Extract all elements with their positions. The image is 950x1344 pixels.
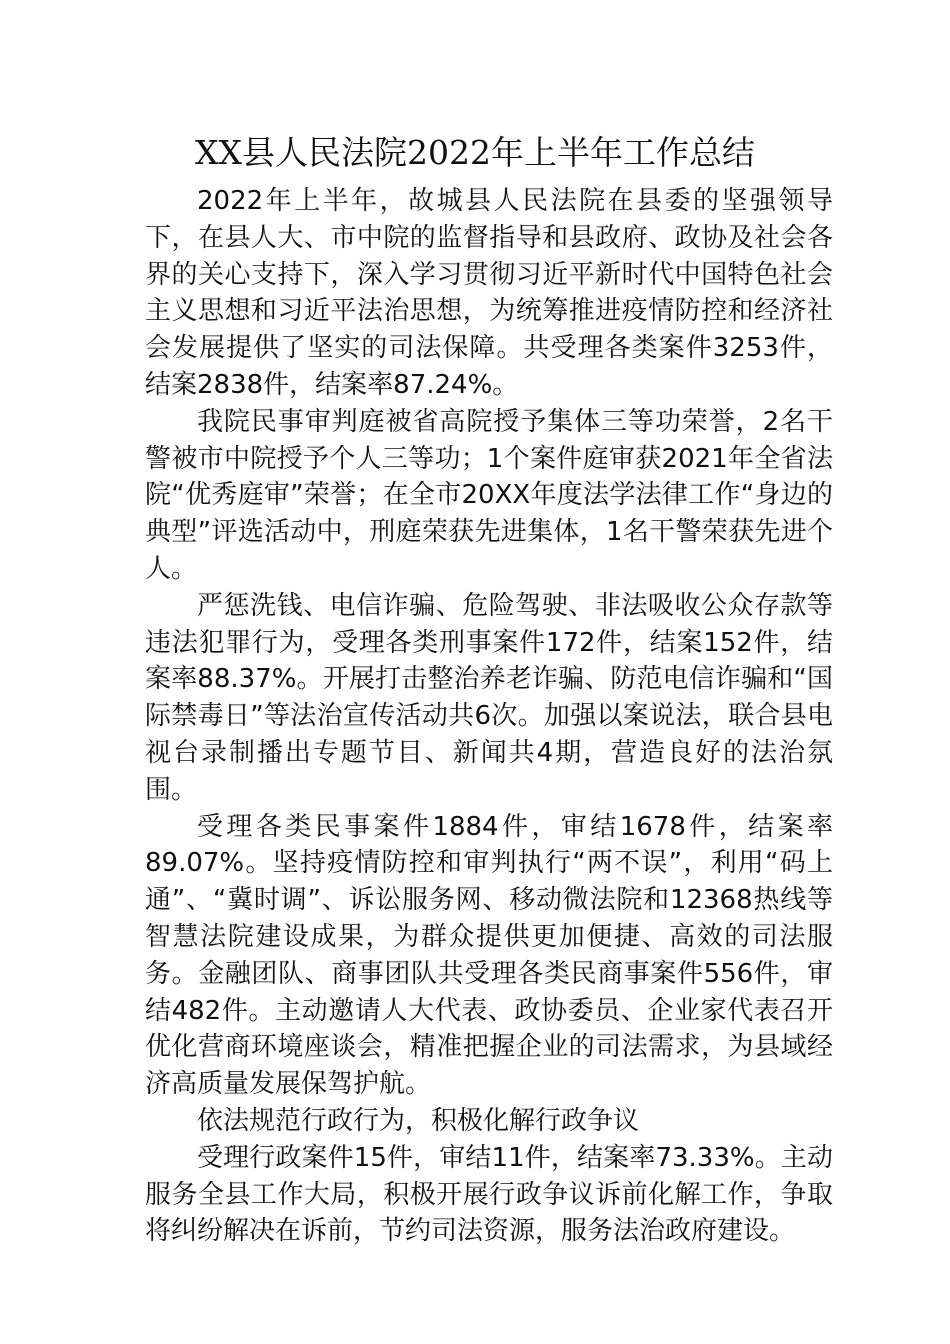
paragraph-honors: 我院民事审判庭被省高院授予集体三等功荣誉，2名干警被市中院授予个人三等功；1个案件庭审获2021年全省法院“优秀庭审”荣誉；在全市20XX年度法学法律工作“身边的典型”评选活动中，刑庭荣获先进集体，1名干警荣获先进个人。 bbox=[145, 406, 833, 584]
paragraph-criminal-cases: 严惩洗钱、电信诈骗、危险驾驶、非法吸收公众存款等违法犯罪行为，受理各类刑事案件172件，结案152件，结案率88.37%。开展打击整治养老诈骗、防范电信诈骗和“国际禁毒日”等法治宣传活动共6次。加强以案说法，联合县电视台录制播出专题节目、新闻共4期，营造良好的法治氛围。 bbox=[145, 590, 833, 805]
paragraph-administrative-heading: 依法规范行政行为，积极化解行政争议 bbox=[197, 1105, 640, 1136]
paragraph-civil-cases: 受理各类民事案件1884件，审结1678件，结案率89.07%。坚持疫情防控和审判执行“两不误”，利用“码上通”、“冀时调”、诉讼服务网、移动微法院和12368热线等智慧法院建设成果，为群众提供更加便捷、高效的司法服务。金融团队、商事团队共受理各类民商事案件556件，审结482件。主动邀请人大代表、政协委员、企业家代表召开优化营商环境座谈会，精准把握企业的司法需求，为县域经济高质量发展保驾护航。 bbox=[145, 811, 833, 1100]
paragraph-administrative-cases: 受理行政案件15件，审结11件，结案率73.33%。主动服务全县工作大局，积极开展行政争议诉前化解工作，争取将纠纷解决在诉前，节约司法资源，服务法治政府建设。 bbox=[145, 1142, 833, 1247]
document-body bbox=[145, 183, 833, 1250]
document-title: XX县人民法院2022年上半年工作总结 bbox=[195, 133, 755, 172]
paragraph-summary: 2022年上半年，故城县人民法院在县委的坚强领导下，在县人大、市中院的监督指导和县政府、政协及社会各界的关心支持下，深入学习贯彻习近平新时代中国特色社会主义思想和习近平法治思想，为统筹推进疫情防控和经济社会发展提供了坚实的司法保障。共受理各类案件3253件，结案2838件，结案率87.24%。 bbox=[145, 186, 833, 400]
